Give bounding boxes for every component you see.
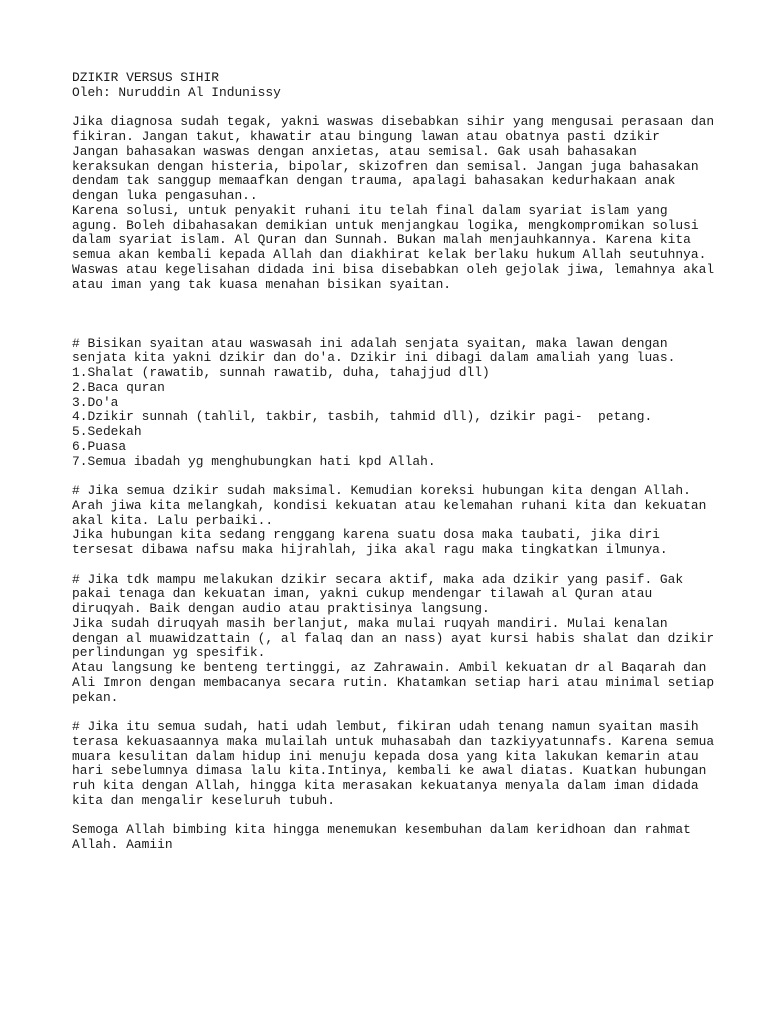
text-line: 2.Baca quran <box>72 379 165 395</box>
text-line: Arah jiwa kita melangkah, kondisi kekuatan atau kelemahan ruhani kita dan kekuatan <box>72 497 707 513</box>
text-line: senjata kita yakni dzikir dan do'a. Dzikir ini dibagi dalam amaliah yang luas. <box>72 350 676 366</box>
paragraph <box>72 823 732 853</box>
text-line: atau iman yang tak kuasa menahan bisikan syaitan. <box>72 276 452 292</box>
text-line: dengan luka pengasuhan.. <box>72 188 258 203</box>
spacer <box>72 705 732 720</box>
text-line: pakai tenaga dan kekuatan iman, yakni cukup mendengar tilawah al Quran atau <box>72 586 653 602</box>
spacer <box>72 322 732 337</box>
text-line: fikiran. Jangan takut, khawatir atau bingung lawan atau obatnya pasti dzikir <box>72 129 660 144</box>
text-line: Atau langsung ke benteng tertinggi, az Zahrawain. Ambil kekuatan dr al Baqarah dan <box>72 660 707 675</box>
spacer <box>72 101 732 116</box>
text-line: # Jika itu semua sudah, hati udah lembut, fikiran udah tenang namun syaitan masih <box>72 719 699 734</box>
text-line: 3.Do'a <box>72 394 119 410</box>
text-line: kita dan mengalir keseluruh tubuh. <box>72 792 336 808</box>
text-line: Jangan bahasakan waswas dengan anxietas, atau semisal. Gak usah bahasakan <box>72 143 637 159</box>
text-line: 4.Dzikir sunnah (tahlil, takbir, tasbih, tahmid dll), dzikir pagi- petang. <box>72 409 653 425</box>
text-line: pekan. <box>72 689 119 705</box>
text-line: semua akan kembali kepada Allah dan diakhirat kelak berlaku hukum Allah seutuhnya. <box>72 247 707 262</box>
text-line: Karena solusi, untuk penyakit ruhani itu telah final dalam syariat islam yang <box>72 202 668 218</box>
text-line: 1.Shalat (rawatib, sunnah rawatib, duha, tahajjud dll) <box>72 365 490 380</box>
document-body <box>72 115 732 853</box>
paragraph <box>72 337 732 470</box>
spacer <box>72 307 732 322</box>
paragraph <box>72 484 732 558</box>
text-line: Allah. Aamiin <box>72 837 173 852</box>
text-line: Ali Imron dengan membacanya secara rutin. Khatamkan setiap hari atau minimal setiap <box>72 674 715 690</box>
text-line: muara kesulitan dalam hidup ini menuju kepada dosa yang kita lakukan kemarin atau <box>72 748 699 764</box>
document-author: Oleh: Nuruddin Al Indunissy <box>72 84 281 100</box>
text-line: # Jika tdk mampu melakukan dzikir secara aktif, maka ada dzikir yang pasif. Gak <box>72 571 684 587</box>
text-line: Jika sudah diruqyah masih berlanjut, maka mulai ruqyah mandiri. Mulai kenalan <box>72 615 668 631</box>
paragraph <box>72 720 732 809</box>
text-line: keraksukan dengan histeria, bipolar, skizofren dan semisal. Jangan juga bahasakan <box>72 158 699 174</box>
spacer <box>72 558 732 573</box>
paragraph <box>72 573 732 706</box>
text-line: # Bisikan syaitan atau waswasah ini adalah senjata syaitan, maka lawan dengan <box>72 335 668 351</box>
text-line: Waswas atau kegelisahan didada ini bisa disebabkan oleh gejolak jiwa, lemahnya akal <box>72 261 715 277</box>
spacer <box>72 809 732 824</box>
text-line: agung. Boleh dibahasakan demikian untuk menjangkau logika, mengkompromikan solusi <box>72 217 699 233</box>
text-line: 6.Puasa <box>72 438 127 454</box>
text-line: 7.Semua ibadah yg menghubungkan hati kpd Allah. <box>72 453 436 469</box>
text-line: ruh kita dengan Allah, hingga kita merasakan kekuatanya menyala dalam iman didada <box>72 778 699 793</box>
text-line: 5.Sedekah <box>72 424 142 439</box>
text-line: Semoga Allah bimbing kita hingga menemukan kesembuhan dalam keridhoan dan rahmat <box>72 822 691 838</box>
text-line: tersesat dibawa nafsu maka hijrahlah, jika akal ragu maka tingkatkan ilmunya. <box>72 542 668 557</box>
text-line: Jika diagnosa sudah tegak, yakni waswas disebabkan sihir yang mengusai perasaan dan <box>72 114 715 130</box>
spacer <box>72 292 732 307</box>
text-line: dalam syariat islam. Al Quran dan Sunnah. Bukan malah menjauhkannya. Karena kita <box>72 232 691 248</box>
document-page <box>72 71 732 853</box>
text-line: dengan al muawidzattain (, al falaq dan an nass) ayat kursi habis shalat dan dzikir <box>72 630 715 646</box>
text-line: diruqyah. Baik dengan audio atau praktisinya langsung. <box>72 601 490 616</box>
document-title: DZIKIR VERSUS SIHIR <box>72 70 219 85</box>
text-line: terasa kekuasaannya maka mulailah untuk muhasabah dan tazkiyyatunnafs. Karena semua <box>72 733 715 749</box>
text-line: Jika hubungan kita sedang renggang karena suatu dosa maka taubati, jika diri <box>72 527 660 543</box>
text-line: dendam tak sanggup memaafkan dengan trauma, apalagi bahasakan kedurhakaan anak <box>72 173 676 189</box>
paragraph <box>72 115 732 292</box>
text-line: # Jika semua dzikir sudah maksimal. Kemudian koreksi hubungan kita dengan Allah. <box>72 483 691 498</box>
text-line: hari sebelumnya dimasa lalu kita.Intinya, kembali ke awal diatas. Kuatkan hubungan <box>72 763 707 779</box>
text-line: akal kita. Lalu perbaiki.. <box>72 512 274 528</box>
text-line: perlindungan yg spesifik. <box>72 645 266 661</box>
spacer <box>72 469 732 484</box>
